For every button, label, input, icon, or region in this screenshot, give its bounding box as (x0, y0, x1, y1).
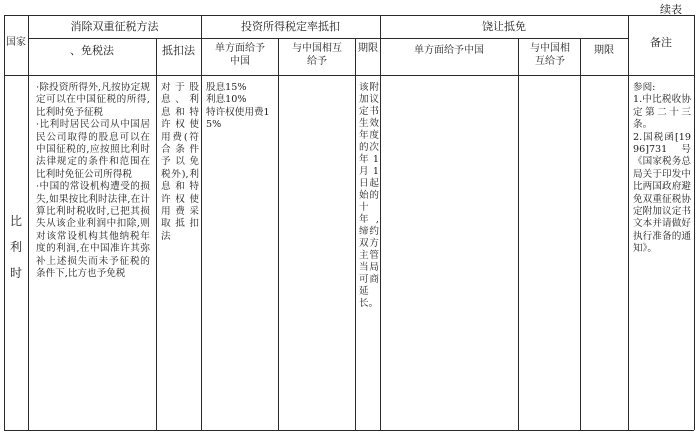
col-divider (28, 15, 29, 430)
header-double-tax-relief: 消除双重征税方法 (70, 20, 159, 33)
header-exemption-method: 、免税法 (70, 44, 114, 57)
col-divider (380, 15, 381, 430)
header-divider (28, 38, 628, 39)
col-divider (201, 15, 202, 430)
header-remarks: 备注 (650, 36, 672, 49)
col-divider (156, 38, 157, 430)
col-divider (580, 38, 581, 430)
credit-method-text: 对于股息、利息和特许权使用费(符合条件予以免税外),利息和特许权使用费采取抵扣法 (161, 82, 199, 242)
header-rate-period: 期限 (358, 43, 378, 54)
sparing-period-text (584, 82, 626, 142)
header-bottom-border (4, 75, 694, 76)
col-divider (628, 15, 629, 430)
col-divider (278, 38, 279, 430)
header-rate-mutual: 与中国相互给予 (292, 43, 342, 67)
header-country: 国家 (6, 37, 26, 48)
row-country: 比利时 (9, 214, 22, 280)
header-sparing-period: 期限 (594, 45, 614, 56)
col-divider (355, 38, 356, 430)
exemption-method-text: ·除投资所得外,凡按协定规定可以在中国征税的所得,比利时免予征税 ·比利时居民公司从中国居民公司取得的股息可以在中国征税的,应按照比利时法律规定的条件和范围在比利时免征公司所得税 ·中国的常设机构遭受的损失,如果按比利时法律,在计算比利时税收时,已把其损失从该企业利润中扣除,则对该常设机构其他纳税年度的利润,在中国准许其弥补上述损失而未予征税的条件下,比方也予免税 (36, 82, 150, 280)
rate-period-text: 该附加议定书生效年度的次年1月1日起始的十年,缔约双方主管当局可商延长。 (359, 82, 379, 309)
rate-unilateral-text: 股息15% 利息10% 特许权使用费15% (206, 82, 270, 131)
table-left-border (4, 15, 5, 430)
sparing-unilateral-text (386, 82, 514, 142)
table-right-border (694, 15, 695, 430)
rate-mutual-text (283, 82, 353, 142)
header-investment-income-rate: 投资所得税定率抵扣 (241, 20, 340, 33)
col-divider (518, 38, 519, 430)
continued-label: 续表 (660, 3, 682, 16)
header-rate-unilateral: 单方面给予中国 (215, 43, 265, 67)
table-bottom-border (4, 430, 694, 431)
header-sparing-mutual: 与中国相互给予 (530, 43, 570, 67)
sparing-mutual-text (522, 82, 578, 142)
table-top-border (4, 15, 694, 16)
remarks-text: 参阅: 1.中比税收协定第二十三条。 2.国税函[1996]731号《国家税务总局关于印发中比两国政府避免双重征税协定附加议定书文本并请做好执行准备的通知》。 (633, 82, 691, 255)
header-sparing-unilateral: 单方面给予中国 (414, 45, 484, 56)
header-tax-sparing: 饶让抵免 (482, 20, 526, 33)
header-credit-method: 抵扣法 (162, 44, 195, 57)
